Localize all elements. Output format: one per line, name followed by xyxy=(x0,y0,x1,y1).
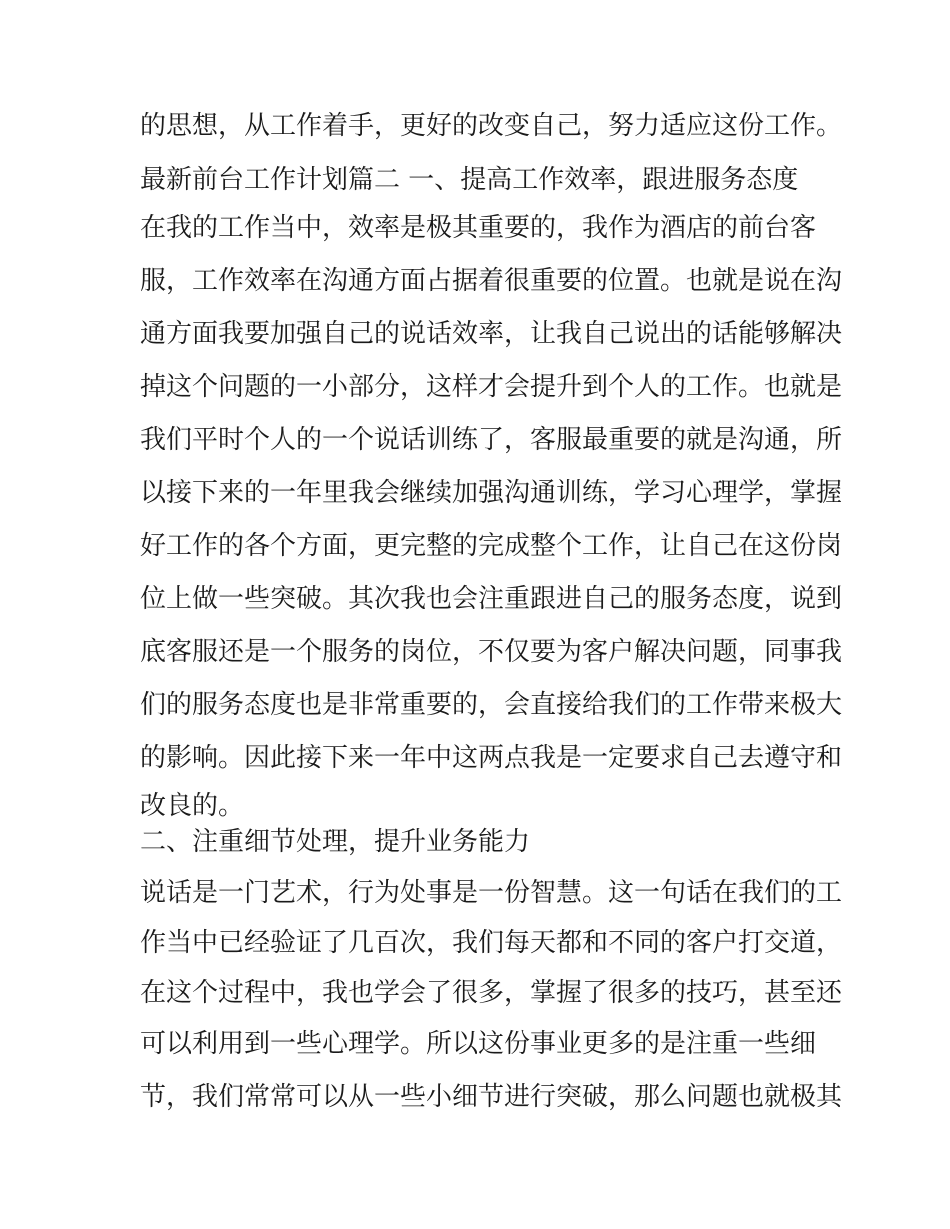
text-line: 改良的。 xyxy=(140,791,245,821)
text-line: 以接下来的一年里我会继续加强沟通训练，学习心理学，掌握 xyxy=(140,478,843,508)
text-line: 作当中已经验证了几百次，我们每天都和不同的客户打交道， xyxy=(140,928,843,958)
text-line: 掉这个问题的一小部分，这样才会提升到个人的工作。也就是 xyxy=(140,372,843,402)
text-line: 底客服还是一个服务的岗位，不仅要为客户解决问题，同事我 xyxy=(140,637,843,667)
text-line: 们的服务态度也是非常重要的，会直接给我们的工作带来极大 xyxy=(140,690,843,720)
text-line: 我们平时个人的一个说话训练了，客服最重要的就是沟通，所 xyxy=(140,425,843,455)
text-line: 的影响。因此接下来一年中这两点我是一定要求自己去遵守和 xyxy=(140,743,843,773)
text-line: 通方面我要加强自己的说话效率，让我自己说出的话能够解决 xyxy=(140,319,843,349)
text-line: 说话是一门艺术，行为处事是一份智慧。这一句话在我们的工 xyxy=(140,878,843,908)
text-line: 好工作的各个方面，更完整的完成整个工作，让自己在这份岗 xyxy=(140,531,843,561)
text-line: 的思想，从工作着手，更好的改变自己，努力适应这份工作。 xyxy=(140,111,843,141)
text-line: 可以利用到一些心理学。所以这份事业更多的是注重一些细 xyxy=(140,1029,817,1059)
text-line: 节，我们常常可以从一些小细节进行突破，那么问题也就极其 xyxy=(140,1082,843,1112)
section-heading: 最新前台工作计划篇二 一、提高工作效率，跟进服务态度 xyxy=(140,165,799,195)
text-line: 在我的工作当中，效率是极其重要的，我作为酒店的前台客 xyxy=(140,213,817,243)
text-line: 在这个过程中，我也学会了很多，掌握了很多的技巧，甚至还 xyxy=(140,978,843,1008)
text-line: 位上做一些突破。其次我也会注重跟进自己的服务态度，说到 xyxy=(140,584,843,614)
text-line: 服，工作效率在沟通方面占据着很重要的位置。也就是说在沟 xyxy=(140,266,843,296)
section-heading: 二、注重细节处理，提升业务能力 xyxy=(140,827,531,857)
